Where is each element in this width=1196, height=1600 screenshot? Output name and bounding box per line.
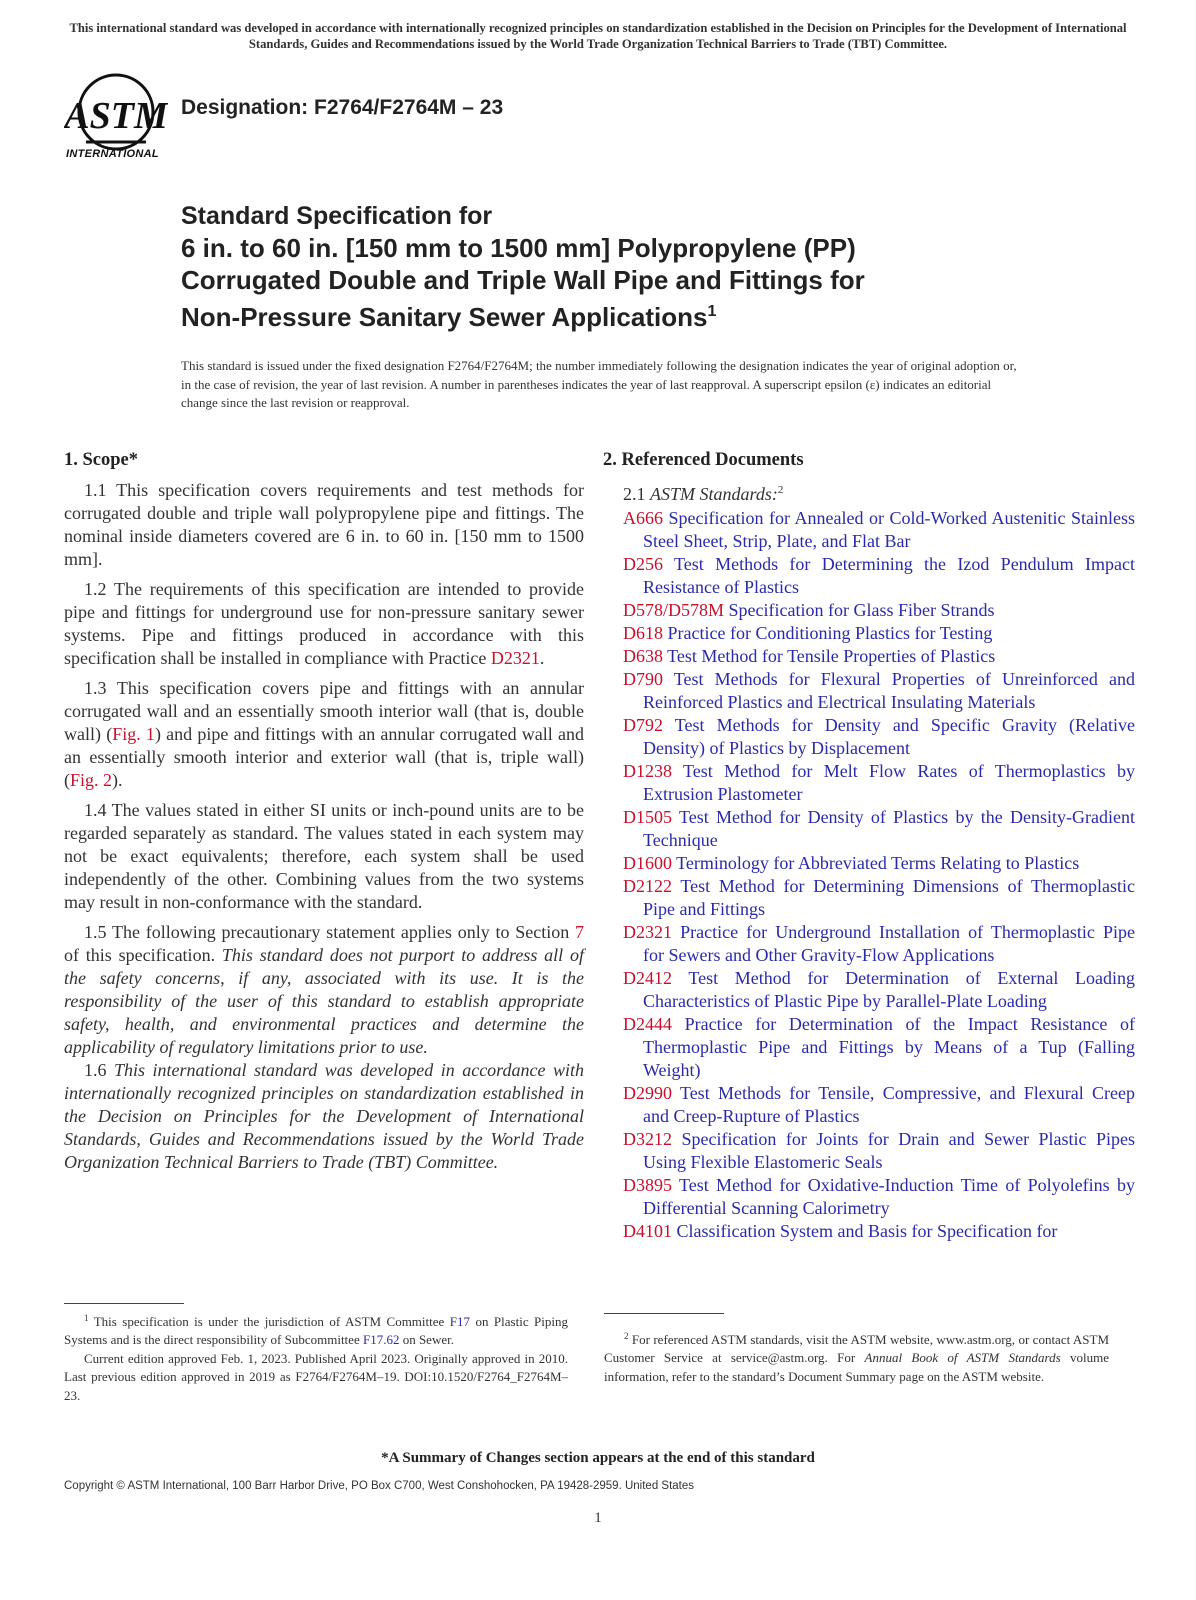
para-1-3: 1.3 This specification covers pipe and fittings with an annular corrugated wall and an essentially smooth interior wall (that is, double wall) (Fig. 1) and pipe and fittings with an annular corrugated wall and an essentially smooth interior and exterior wall (that is, triple wall) (Fig. 2). <box>64 678 584 790</box>
footnote-divider-right <box>604 1313 724 1314</box>
copyright: Copyright © ASTM International, 100 Barr Harbor Drive, PO Box C700, West Conshohocken, PA 19428-2959. United States <box>64 1480 695 1492</box>
reference-item[interactable]: D2122 Test Method for Determining Dimensions of Thermoplastic Pipe and Fittings <box>623 876 1135 919</box>
title-line-4: Non-Pressure Sanitary Sewer Applications <box>181 302 708 332</box>
referenced-heading: 2. Referenced Documents <box>603 450 804 470</box>
para-1-1: 1.1 This specification covers requirements and test methods for corrugated double and triple wall polypropylene pipe and fittings. The nominal inside diameters covered are 6 in. to 60 in. [150 mm to 1500 mm]. <box>64 480 584 569</box>
reference-item[interactable]: D3212 Specification for Joints for Drain and Sewer Plastic Pipes Using Flexible Elastomeric Seals <box>623 1129 1135 1172</box>
reference-item[interactable]: D3895 Test Method for Oxidative-Induction Time of Polyolefins by Differential Scanning Calorimetry <box>623 1175 1135 1218</box>
reference-item[interactable]: D638 Test Method for Tensile Properties of Plastics <box>623 646 996 666</box>
link-fig-1[interactable]: Fig. 1 <box>112 724 155 744</box>
para-1-2: 1.2 The requirements of this specification are intended to provide pipe and fittings for underground use for non-pressure sanitary sewer systems. Pipe and fittings produced in accordance with this specification shall be installed in compliance with Practice D2321. <box>64 579 584 668</box>
link-f17[interactable]: F17 <box>449 1314 470 1329</box>
designation: Designation: F2764/F2764M – 23 <box>181 96 504 119</box>
link-section-7[interactable]: 7 <box>575 922 584 942</box>
reference-item[interactable]: D792 Test Methods for Density and Specific Gravity (Relative Density) of Plastics by Displacement <box>623 715 1135 758</box>
reference-item[interactable]: D790 Test Methods for Flexural Properties of Unreinforced and Reinforced Plastics and Electrical Insulating Materials <box>623 669 1135 712</box>
reference-item[interactable]: D2412 Test Method for Determination of External Loading Characteristics of Plastic Pipe by Parallel-Plate Loading <box>623 968 1135 1011</box>
link-fig-2[interactable]: Fig. 2 <box>70 770 113 790</box>
astm-standards-subheading: 2.1 ASTM Standards:$^2$ <box>623 484 784 504</box>
link-f17-62[interactable]: F17.62 <box>362 1332 400 1348</box>
reference-item[interactable]: D2990 Test Methods for Tensile, Compressive, and Flexural Creep and Creep-Rupture of Plastics <box>623 1083 1135 1126</box>
footnote-1: $^1$ This specification is under the jurisdiction of ASTM Committee F17 on Plastic Piping Systems and is the direct responsibility of Subcommittee F17.62 on Sewer. Current edition approved Feb. 1, 2023. Published April 2023. Originally approved in 2010. Last previous edition approved in 2019 as F2764/F2764M–19. DOI:10.1520/F2764_F2764M–23. <box>64 1313 568 1403</box>
title-line-2: 6 in. to 60 in. [150 mm to 1500 mm] Polypropylene (PP) <box>181 233 856 263</box>
link-d2321[interactable]: D2321 <box>490 648 540 668</box>
reference-item[interactable]: A666 Specification for Annealed or Cold-Worked Austenitic Stainless Steel Sheet, Strip, Plate, and Flat Bar <box>623 508 1135 551</box>
reference-item[interactable]: D578/D578M Specification for Glass Fiber Strands <box>623 600 995 620</box>
issue-note: This standard is issued under the fixed designation F2764/F2764M; the number immediately following the designation indicates the year of original adoption or, in the case of revision, the year of last revision. A number in parentheses indicates the year of last reapproval. A superscript epsilon (ε) indicates an editorial change since the last revision or reapproval. <box>181 358 1017 410</box>
footnote-2: $^2$ For referenced ASTM standards, visit the ASTM website, www.astm.org, or contact ASTM Customer Service at service@astm.org. For Annual Book of ASTM Standards volume information, refer to the standard’s Document Summary page on the ASTM website. <box>604 1331 1110 1384</box>
top-notice: This international standard was developed in accordance with internationally recognized principles on standardization established in the Decision on Principles for the Development of International Standards, Guides and Recommendations issued by the World Trade Organization Technical Barriers to Trade (TBT) Committee. <box>69 21 1127 51</box>
title-line-1: Standard Specification for <box>181 202 493 230</box>
summary-note: *A Summary of Changes section appears at the end of this standard <box>381 1450 815 1466</box>
reference-list <box>603 507 1135 1243</box>
title-line-3: Corrugated Double and Triple Wall Pipe and Fittings for <box>181 265 865 295</box>
para-1-5: 1.5 The following precautionary statement applies only to Section 7 of this specification. This standard does not purport to address all of the safety concerns, if any, associated with its use. It is the responsibility of the user of this standard to establish appropriate safety, health, and environmental practices and determine the applicability of regulatory limitations prior to use. <box>64 922 584 1057</box>
referenced-documents-section <box>603 448 1135 1243</box>
title-footnote-mark: 1 <box>707 303 717 320</box>
reference-item[interactable]: D1505 Test Method for Density of Plastics by the Density-Gradient Technique <box>623 807 1135 850</box>
reference-item[interactable]: D2444 Practice for Determination of the Impact Resistance of Thermoplastic Pipe and Fittings by Means of a Tup (Falling Weight) <box>623 1014 1135 1080</box>
para-1-4: 1.4 The values stated in either SI units or inch-pound units are to be regarded separately as standard. The values stated in each system may not be exact equivalents; therefore, each system shall be used independently of the other. Combining values from the two systems may result in non-conformance with the standard. <box>64 800 584 912</box>
svg-text:ASTM: ASTM <box>64 95 168 137</box>
reference-item[interactable]: D256 Test Methods for Determining the Izod Pendulum Impact Resistance of Plastics <box>623 554 1135 597</box>
reference-item[interactable]: D1600 Terminology for Abbreviated Terms Relating to Plastics <box>623 853 1080 873</box>
logo-caption: INTERNATIONAL <box>66 148 159 160</box>
para-1-6: 1.6 This international standard was developed in accordance with internationally recognized principles on standardization established in the Decision on Principles for the Development of International Standards, Guides and Recommendations issued by the World Trade Organization Technical Barriers to Trade (TBT) Committee. <box>64 1060 584 1172</box>
footnote-divider-left <box>64 1303 184 1304</box>
reference-item[interactable]: D4101 Classification System and Basis for Specification for <box>623 1221 1058 1241</box>
reference-item[interactable]: D2321 Practice for Underground Installation of Thermoplastic Pipe for Sewers and Other Gravity-Flow Applications <box>623 922 1135 965</box>
reference-item[interactable]: D618 Practice for Conditioning Plastics for Testing <box>623 623 993 643</box>
scope-section <box>64 448 584 1181</box>
scope-heading: 1. Scope* <box>64 450 138 470</box>
reference-item[interactable]: D1238 Test Method for Melt Flow Rates of Thermoplastics by Extrusion Plastometer <box>623 761 1135 804</box>
document-title <box>181 200 865 333</box>
page-number: 1 <box>594 1510 602 1526</box>
